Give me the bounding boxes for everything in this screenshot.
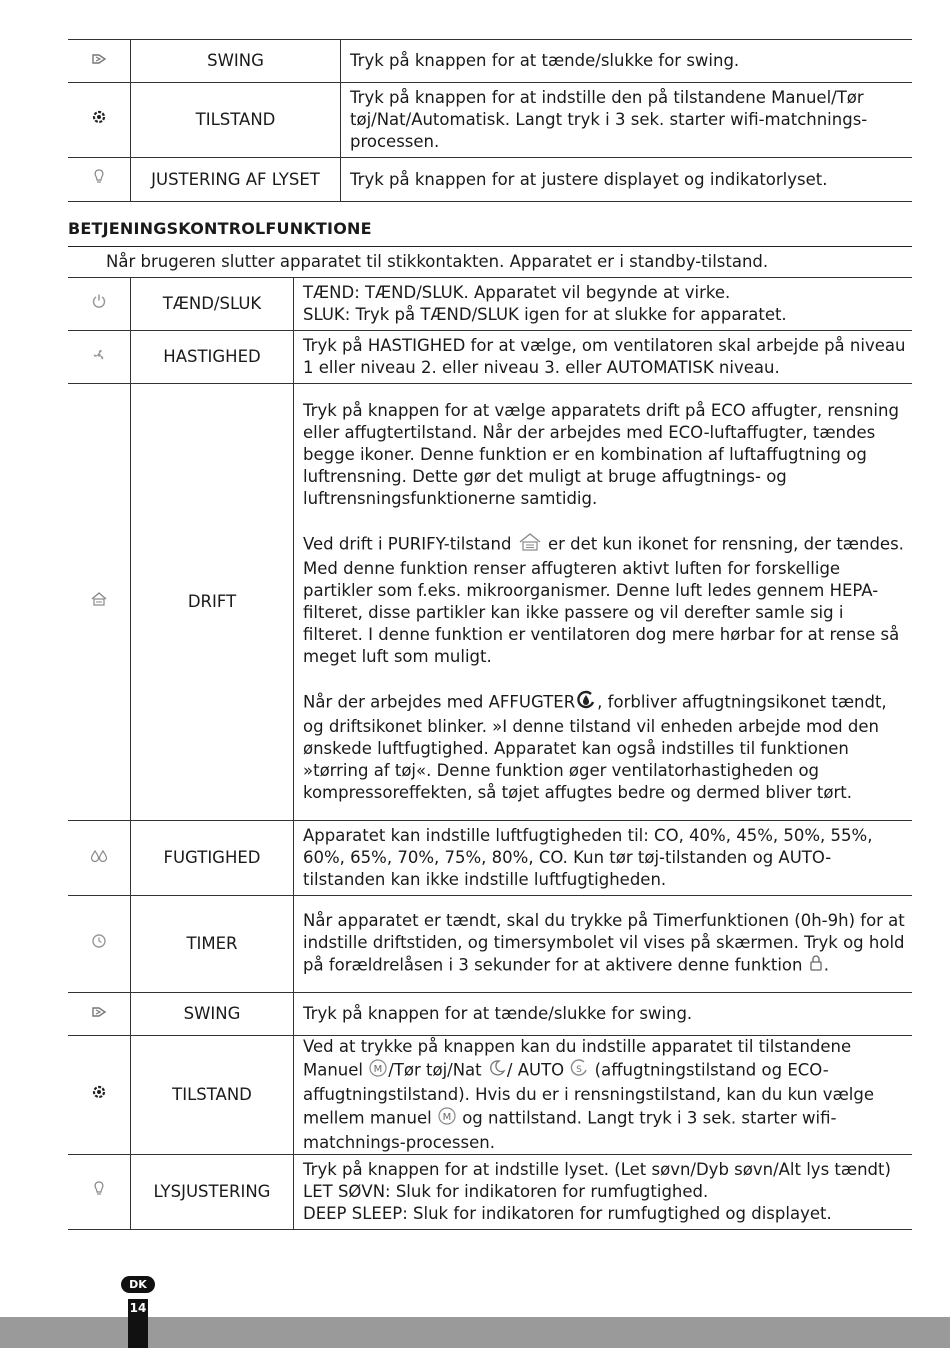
section-title: BETJENINGSKONTROLFUNKTIONE bbox=[68, 219, 372, 238]
function-description: Tryk på knappen for at indstille den på tilstandene Manuel/Tør tøj/Nat/Automatisk. Langt tryk i 3 sek. starter wifi-matchnings-processen. bbox=[350, 88, 868, 151]
function-description: Ved at trykke på knappen kan du indstille apparatet til tilstandene Manuel M /Tør tøj/Nat / AUTO S (affugtningstilstand og ECO-affugtningstilstand). Hvis du er i rensningstilstand, kan du kun vælge mellem manuel M og nattilstand. Langt tryk i 3 sek. starter wifi-matchnings-processen. bbox=[303, 1037, 874, 1152]
function-description: Når apparatet er tændt, skal du trykke på Timerfunktionen (0h-9h) for at indstille driftstiden, og timersymbolet vil vises på skærmen. Tryk og hold på forældrelåsen i 3 sekunder for at aktivere denne funktion . bbox=[294, 896, 913, 993]
child-lock-icon bbox=[808, 954, 824, 978]
table-row bbox=[68, 247, 912, 278]
function-description: Tryk på knappen for at justere displayet og indikatorlyset. bbox=[350, 169, 828, 189]
function-name: LYSJUSTERING bbox=[131, 1155, 294, 1230]
dehumidify-icon bbox=[575, 690, 597, 716]
table-row bbox=[68, 1036, 912, 1155]
function-name: SWING bbox=[131, 40, 341, 83]
timer-icon bbox=[68, 896, 131, 993]
function-name: DRIFT bbox=[131, 384, 294, 821]
description-line: TÆND: TÆND/SLUK. Apparatet vil begynde at virke. bbox=[303, 283, 731, 302]
function-description: Tryk på knappen for at tænde/slukke for swing. bbox=[350, 51, 740, 70]
function-description: Apparatet kan indstille luftfugtigheden til: CO, 40%, 45%, 50%, 55%, 60%, 65%, 70%, 75%, 80%, CO. Kun tør tøj-tilstanden og AUTO-tilstanden kan ikke indstille luftfugtigheden. bbox=[303, 826, 873, 889]
night-mode-icon bbox=[487, 1058, 507, 1084]
auto-mode-icon bbox=[569, 1058, 589, 1084]
language-badge: DK bbox=[121, 1276, 155, 1293]
description-line: SLUK: Tryk på TÆND/SLUK igen for at slukke for apparatet. bbox=[303, 305, 787, 324]
drift-mode-icon bbox=[68, 384, 131, 821]
intro-text: Når brugeren slutter apparatet til stikkontakten. Apparatet er i standby-tilstand. bbox=[106, 252, 769, 271]
function-description: Tryk på knappen for at tænde/slukke for swing. bbox=[303, 1004, 693, 1023]
power-icon bbox=[68, 278, 131, 331]
description-paragraph: Når der arbejdes med AFFUGTER , forbliver affugtningsikonet tændt, og driftsikonet blinker. »I denne tilstand vil enheden arbejde mod den ønskede luftfugtighed. Apparatet kan også indstilles til funktionen »tørring af tøj«. Denne funktion øger ventilatorhastigheden og kompressoreffekten, så tøjet affugtes bedre og dermed bliver tørt. bbox=[303, 690, 906, 804]
table-row bbox=[68, 896, 912, 993]
table-row bbox=[68, 1155, 912, 1230]
svg-text:M: M bbox=[373, 1064, 383, 1075]
function-name: TIMER bbox=[131, 896, 294, 993]
function-description bbox=[294, 384, 913, 821]
function-name: TÆND/SLUK bbox=[131, 278, 294, 331]
table-row bbox=[68, 278, 912, 331]
function-name: TILSTAND bbox=[131, 83, 341, 158]
description-paragraph: Tryk på knappen for at vælge apparatets drift på ECO affugter, rensning eller affugtertilstand. Når der arbejdes med ECO-luftaffugter, tændes begge ikoner. Denne funktion er en kombination af luftaffugtning og luftrensning. Dette gør det muligt at bruge affugtnings- og luftrensningsfunktionerne samtidig. bbox=[303, 401, 899, 508]
function-description: Tryk på HASTIGHED for at vælge, om ventilatoren skal arbejde på niveau 1 eller niveau 2. eller niveau 3. eller AUTOMATISK niveau. bbox=[303, 336, 906, 377]
table-row bbox=[68, 158, 912, 202]
table-row bbox=[68, 40, 912, 83]
function-name: SWING bbox=[131, 993, 294, 1036]
svg-text:S: S bbox=[576, 1065, 583, 1075]
swing-icon bbox=[68, 993, 131, 1036]
humidity-icon bbox=[68, 821, 131, 896]
top-function-table bbox=[68, 39, 912, 202]
table-row bbox=[68, 993, 912, 1036]
function-name: FUGTIGHED bbox=[131, 821, 294, 896]
control-function-table bbox=[68, 246, 912, 1230]
table-row bbox=[68, 331, 912, 384]
svg-text:M: M bbox=[442, 1112, 452, 1123]
function-description bbox=[294, 1155, 913, 1230]
description-line: DEEP SLEEP: Sluk for indikatoren for rumfugtighed og displayet. bbox=[303, 1204, 832, 1223]
function-name: JUSTERING AF LYSET bbox=[131, 158, 341, 202]
table-row bbox=[68, 821, 912, 896]
purify-icon bbox=[517, 532, 543, 558]
manual-mode-icon bbox=[368, 1058, 388, 1084]
description-line: LET SØVN: Sluk for indikatoren for rumfugtighed. bbox=[303, 1182, 709, 1201]
function-description bbox=[294, 278, 913, 331]
mode-icon bbox=[68, 83, 131, 158]
description-paragraph: Ved drift i PURIFY-tilstand er det kun ikonet for rensning, der tændes. Med denne funktion renser affugteren aktivt luften for forskellige partikler som f.eks. mikroorganismer. Denne luft ledes gennem HEPA-filteret, disse partikler kan ikke passere og vil derefter samle sig i filteret. I denne funktion er ventilatoren dog mere hørbar for at rense så meget luft som muligt. bbox=[303, 532, 906, 668]
function-name: TILSTAND bbox=[131, 1036, 294, 1155]
description-line: Tryk på knappen for at indstille lyset. (Let søvn/Dyb søvn/Alt lys tændt) bbox=[303, 1160, 891, 1179]
table-row bbox=[68, 83, 912, 158]
table-row bbox=[68, 384, 912, 821]
fan-speed-icon bbox=[68, 331, 131, 384]
light-bulb-icon bbox=[68, 1155, 131, 1230]
page-number: 14 bbox=[129, 1301, 147, 1315]
mode-icon bbox=[68, 1036, 131, 1155]
function-name: HASTIGHED bbox=[131, 331, 294, 384]
light-bulb-icon bbox=[68, 158, 131, 202]
swing-icon bbox=[68, 40, 131, 83]
manual-mode-icon bbox=[437, 1106, 457, 1132]
